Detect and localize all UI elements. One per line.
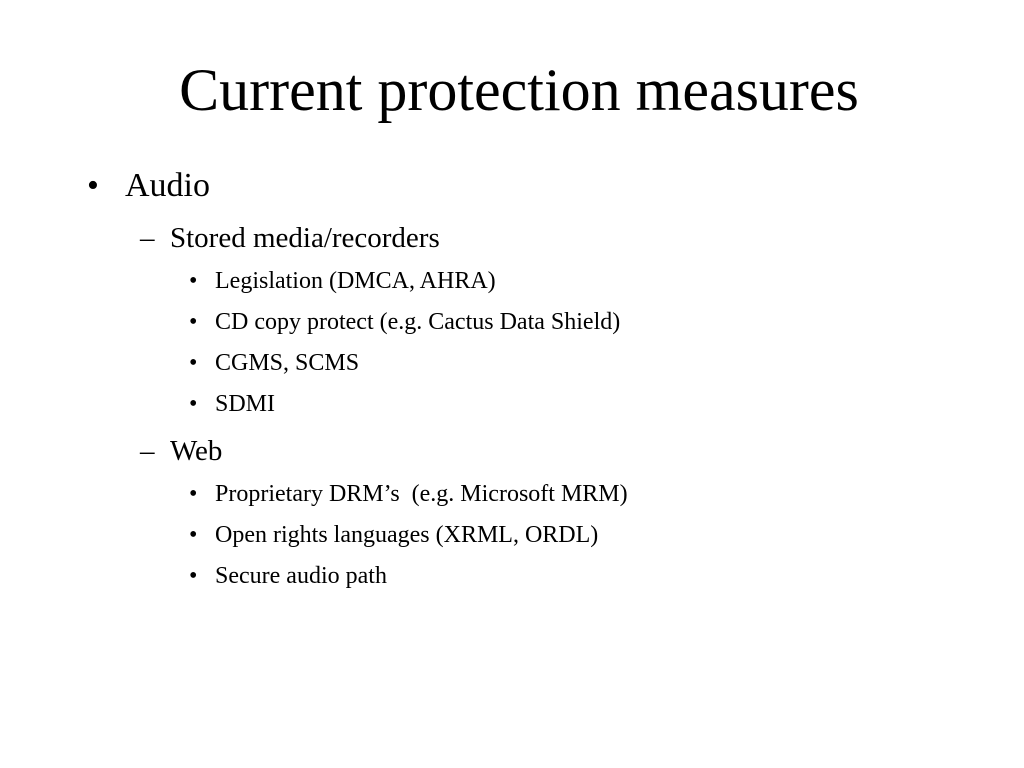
point-label: SDMI (215, 391, 276, 417)
point-item (0, 267, 1024, 295)
point-item (0, 390, 1024, 418)
bullet-item-audio (0, 166, 1024, 206)
sub-item-label: Web (170, 435, 223, 467)
point-item (0, 349, 1024, 377)
dash-icon: – (140, 222, 155, 254)
point-item (0, 521, 1024, 549)
bullet-icon: • (189, 563, 198, 589)
point-label: Legislation (DMCA, AHRA) (215, 268, 496, 294)
sub-item-label: Stored media/recorders (170, 222, 440, 254)
point-label: Secure audio path (215, 563, 387, 589)
sub-item-stored-media (0, 221, 1024, 255)
slide-title: Current protection measures (179, 57, 859, 123)
dash-icon: – (140, 435, 155, 467)
point-label: CGMS, SCMS (215, 350, 360, 376)
bullet-icon: • (189, 309, 198, 335)
bullet-icon: • (189, 481, 198, 507)
bullet-icon: • (189, 391, 198, 417)
point-label: CD copy protect (e.g. Cactus Data Shield) (215, 309, 621, 335)
bullet-label: Audio (125, 167, 210, 204)
point-label: Open rights languages (XRML, ORDL) (215, 522, 599, 548)
bullet-icon: • (189, 522, 198, 548)
point-item (0, 308, 1024, 336)
bullet-icon: • (189, 268, 198, 294)
point-label: Proprietary DRM’s (e.g. Microsoft MRM) (215, 481, 628, 507)
bullet-icon: • (189, 350, 198, 376)
bullet-icon: • (87, 167, 99, 204)
point-item (0, 480, 1024, 508)
point-item (0, 562, 1024, 590)
sub-item-web (0, 434, 1024, 468)
